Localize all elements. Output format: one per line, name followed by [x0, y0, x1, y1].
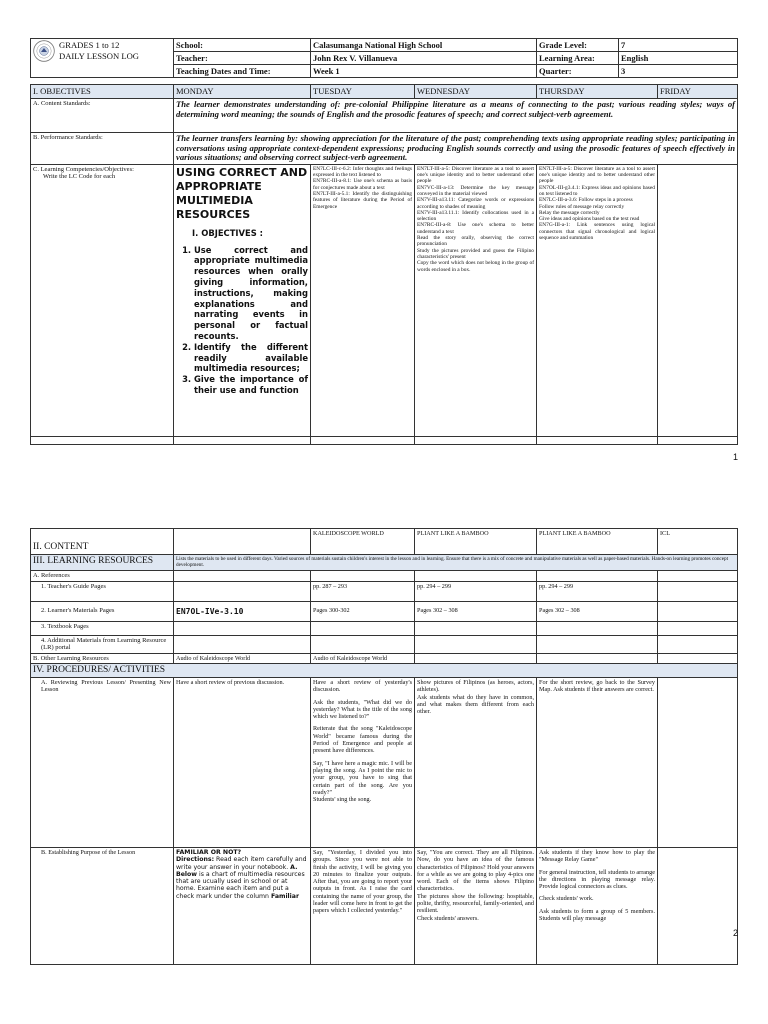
procedures-heading: IV. PROCEDURES/ ACTIVITIES: [31, 664, 738, 678]
other-monday: Audio of Kaleidoscope World: [174, 653, 311, 664]
teacher-value: John Rex V. Villanueva: [311, 52, 537, 65]
review-tuesday-p3: Reiterate that the song "Kaleidoscope World" became famous during the Period of Emergence and people at present have differences.: [313, 725, 412, 755]
lm-wednesday: Pages 302 – 308: [415, 601, 537, 621]
textbook-cell: [658, 621, 738, 635]
purpose-monday-title: FAMILIAR OR NOT?: [176, 849, 242, 856]
tg-monday: [174, 581, 311, 601]
tuesday-competencies: EN7LC-III-c-6.2: Infer thoughts and feelings expressed in the text listened to EN7RC-III-a-8.1: Use one's schema as basis for conjectures made about a text EN7LT-III-a-5.1: Identify the distinguishing features of literature during the Period of Emergence: [311, 164, 415, 436]
review-tuesday-p4: Say, "I have here a magic mic. I will be playing the song. As I point the mic to your group, you have to sing that certain part of the song. Are you ready?" Students' sing the song.: [313, 759, 412, 804]
purpose-thursday-p4: Ask students to form a group of 5 members. Students will play message: [539, 907, 655, 923]
day-friday: FRIDAY: [658, 85, 738, 99]
header-table: [30, 38, 738, 78]
monday-objectives: [174, 164, 311, 436]
tg-tuesday: pp. 287 – 293: [311, 581, 415, 601]
area-label: Learning Area:: [537, 52, 619, 65]
competencies-label-2: Write the LC Code for each: [43, 173, 116, 181]
ref-cell: [174, 571, 311, 582]
thursday-competencies: EN7LT-III-a-5: Discover literature as a tool to assert one's unique identity and to better understand other people EN7OL-III-g3.4.1: Express ideas and opinions based on text listened to EN7LC-III-a-3.6: Follow steps in a process Follow rules of message relay correctly Relay the message correctly Give ideas and opinions based on the text read EN7G-III-a-1: Link sentences using logical connectors that signal chronological and logical sequence and summation: [537, 164, 658, 436]
day-monday: MONDAY: [174, 85, 311, 99]
content-heading: II. CONTENT: [31, 529, 174, 555]
page-number-2: 2: [733, 928, 739, 938]
additional-cell: [174, 635, 311, 653]
day-tuesday: TUESDAY: [311, 85, 415, 99]
wednesday-competencies: EN7LT-III-a-5: Discover literature as a tool to assert one's unique identity and to better understand other people EN7VC-III-a-13: Determine the key message conveyed in the material viewed EN7V-III-a13.11: Categorize words or expressions according to shades of meaning EN7V-III-a13.11.1: Identify collocations used in a selection EN7RC-III-a-8: Use one's schema to better understand a text Read the story orally, observing the correct pronunciation Study the pictures provided and guess the Filipino characteristics' present Copy the word which does not belong in the group of words enclosed in a box.: [415, 164, 537, 436]
references-label: A. References: [31, 571, 174, 582]
page-number-1: 1: [733, 452, 739, 462]
purpose-friday: [658, 848, 738, 965]
review-label: A. Reviewing Previous Lesson/ Presenting New Lesson: [31, 678, 174, 848]
textbook-label: 3. Textbook Pages: [31, 621, 174, 635]
topic-thursday: PLIANT LIKE A BAMBOO: [537, 529, 658, 555]
purpose-monday-text2: is a chart of multimedia resources that are ucually used in school or at home. Examine each item and put a check mark under the column: [176, 870, 305, 900]
lm-label: 2. Learner's Materials Pages: [31, 601, 174, 621]
spacer-cell: [415, 436, 537, 444]
purpose-thursday-p3: Check students' work.: [539, 895, 594, 903]
textbook-cell: [537, 621, 658, 635]
other-resources-label: B. Other Learning Resources: [31, 653, 174, 664]
topic-monday: [174, 529, 311, 555]
dates-value: Week 1: [311, 65, 537, 78]
objectives-table: [30, 84, 738, 445]
purpose-thursday-p2: For general instruction, tell students to arrange the directions in playing message relay. Provide logical connectors as clues.: [539, 868, 655, 891]
additional-cell: [658, 635, 738, 653]
review-thursday: For the short review, go back to the Survey Map. Ask students if their answers are correct.: [537, 678, 658, 848]
textbook-cell: [415, 621, 537, 635]
resources-heading: III. LEARNING RESOURCES: [31, 555, 174, 571]
content-standards-text: The learner demonstrates understanding of: pre-colonial Philippine literature as a means of connecting to the past; various reading styles; ways of determining word meaning; the sounds of English and the prosodic features of speech; and correct subject-verb agreement.: [174, 99, 738, 133]
review-friday: [658, 678, 738, 848]
purpose-monday: [174, 848, 311, 965]
log-title: [31, 39, 174, 78]
teacher-label: Teacher:: [174, 52, 311, 65]
lm-monday: EN7OL-IVe-3.10: [174, 601, 311, 621]
objectives-heading: I. OBJECTIVES: [31, 85, 174, 99]
ref-cell: [658, 571, 738, 582]
purpose-thursday: [537, 848, 658, 965]
area-value: English: [619, 52, 738, 65]
tg-thursday: pp. 294 – 299: [537, 581, 658, 601]
review-monday: Have a short review of previous discussion.: [174, 678, 311, 848]
title-line2: DAILY LESSON LOG: [59, 50, 139, 61]
purpose-thursday-p1: Ask students if they know how to play the "Message Relay Game": [539, 849, 655, 864]
lm-tuesday: Pages 300-302: [311, 601, 415, 621]
quarter-value: 3: [619, 65, 738, 78]
purpose-monday-lead2: A. Below: [176, 863, 298, 878]
textbook-cell: [174, 621, 311, 635]
grade-label: Grade Level:: [537, 39, 619, 52]
purpose-monday-end: Familiar: [270, 892, 300, 900]
purpose-label: B. Establishing Purpose of the Lesson: [31, 848, 174, 965]
resources-note: Lists the materials to be used in different days. Varied sources of materials sustain children's interest in the lesson and in learning. Ensure that there is a mix of concrete and manipulative materials as well as paper-based materials. Hands-on learning promotes concept development.: [174, 555, 738, 571]
lm-friday: [658, 601, 738, 621]
monday-item-1: 1. Use correct and appropriate multimedia resources when orally giving information, instructions, making explanations and narrating events in personal or factual recounts.: [194, 245, 308, 342]
additional-cell: [537, 635, 658, 653]
topic-friday: ICL: [658, 529, 738, 555]
ref-cell: [415, 571, 537, 582]
purpose-wednesday: Say, "You are correct. They are all Filipinos. Now, do you have an idea of the famous characteristics of Filipinos? Hold your answers for a while as we are going to play 4-pics one word. Each of the items shows Filipino characteristics. The pictures show the following: hospitable, polite, thrifty, resourceful, family-oriented, and resilient. Check students' answers.: [415, 848, 537, 965]
review-wednesday: Show pictures of Filipinos (as heroes, actors, athletes). Ask students what do they have in common, and what makes them different from each other.: [415, 678, 537, 848]
tg-wednesday: pp. 294 – 299: [415, 581, 537, 601]
other-thursday: [537, 653, 658, 664]
title-line1: GRADES 1 to 12: [59, 40, 120, 50]
dates-label: Teaching Dates and Time:: [174, 65, 311, 78]
other-tuesday: Audio of Kaleidoscope World: [311, 653, 415, 664]
additional-cell: [311, 635, 415, 653]
tg-friday: [658, 581, 738, 601]
monday-heading: USING CORRECT AND APPROPRIATE MULTIMEDIA RESOURCES: [176, 165, 308, 221]
spacer-cell: [311, 436, 415, 444]
day-wednesday: WEDNESDAY: [415, 85, 537, 99]
purpose-monday-lead: Directions:: [176, 856, 215, 864]
performance-standards-label: B. Performance Standards:: [31, 133, 174, 165]
grade-value: 7: [619, 39, 738, 52]
lm-thursday: Pages 302 – 308: [537, 601, 658, 621]
other-friday: [658, 653, 738, 664]
school-label: School:: [174, 39, 311, 52]
spacer-cell: [658, 436, 738, 444]
textbook-cell: [311, 621, 415, 635]
ref-cell: [537, 571, 658, 582]
topic-tuesday: KALEIDOSCOPE WORLD: [311, 529, 415, 555]
topic-wednesday: PLIANT LIKE A BAMBOO: [415, 529, 537, 555]
spacer-cell: [31, 436, 174, 444]
performance-standards-text: The learner transfers learning by: showing appreciation for the literature of the past; comprehending texts using appropriate reading styles; participating in conversations using appropriate context-dependent expressions; producing English sounds correctly and using the prosodic features of speech effectively in various situations; and observing correct subject-verb agreement.: [174, 133, 738, 165]
content-standards-label: A. Content Standards:: [31, 99, 174, 133]
ref-cell: [311, 571, 415, 582]
review-tuesday-p1: Have a short review of yesterday's discussion.: [313, 679, 412, 694]
quarter-label: Quarter:: [537, 65, 619, 78]
other-wednesday: [415, 653, 537, 664]
purpose-tuesday: Say, "Yesterday, I divided you into groups. Since you were not able to finish the activity, I will be giving you 20 minutes to finalize your outputs. After that, you are going to report your outputs in front. As I raise the card containing the name of your group, the leader will come here in front to get the papers which I collected yesterday.": [311, 848, 415, 965]
monday-item-3: 3. Give the importance of their use and function: [194, 374, 308, 396]
review-tuesday-p2: Ask the students, "What did we do yesterday? What is the title of the song which we listened to?": [313, 698, 412, 721]
tg-label: 1. Teacher's Guide Pages: [31, 581, 174, 601]
competencies-label: [31, 164, 174, 436]
additional-label: 4. Additional Materials from Learning Resource (LR) portal: [31, 635, 174, 653]
competencies-label-1: C. Learning Competencies/Objectives:: [33, 165, 134, 173]
purpose-monday-text: Read each item carefully and write your answer in your notebook.: [176, 856, 307, 871]
day-thursday: THURSDAY: [537, 85, 658, 99]
school-value: Calasumanga National High School: [311, 39, 537, 52]
monday-obj-label: I. OBJECTIVES :: [192, 227, 264, 238]
content-procedures-table: [30, 528, 738, 965]
spacer-cell: [174, 436, 311, 444]
friday-competencies: [658, 164, 738, 436]
review-tuesday: [311, 678, 415, 848]
additional-cell: [415, 635, 537, 653]
monday-item-2: 2. Identify the different readily available multimedia resources;: [194, 342, 308, 374]
spacer-cell: [537, 436, 658, 444]
